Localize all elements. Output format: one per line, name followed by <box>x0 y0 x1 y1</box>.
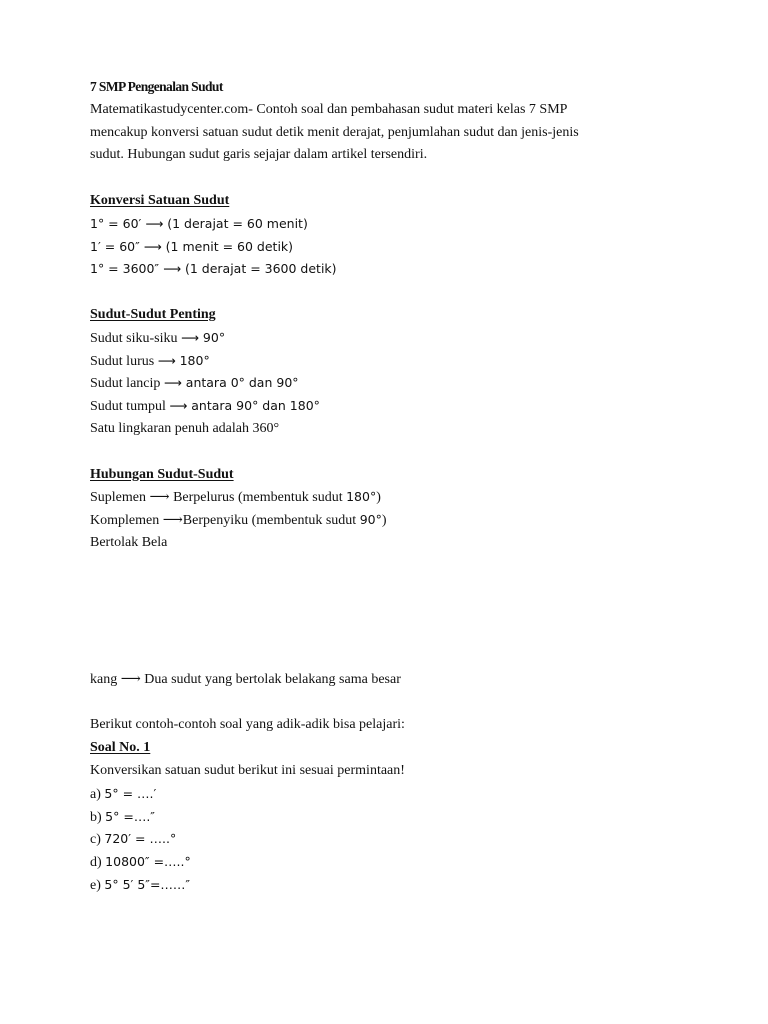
hubungan-text: Komplemen ⟶Berpenyiku (membentuk sudut <box>90 513 360 529</box>
penting-text: Sudut lancip <box>90 376 164 392</box>
document-page <box>90 76 730 897</box>
hubungan-math: 180° <box>346 489 377 505</box>
soal-item-math: 5° 5′ 5″=……″ <box>104 876 191 892</box>
hubungan-math: 90° <box>359 512 382 528</box>
soal-item-e <box>90 874 730 897</box>
penting-line-2 <box>90 350 730 373</box>
penting-text: Sudut tumpul <box>90 399 170 415</box>
intro-line-2: mencakup konversi satuan sudut detik menit derajat, penjumlahan sudut dan jenis-jenis <box>90 124 579 140</box>
soal-item-d <box>90 851 730 874</box>
intro-line-3: sudut. Hubungan sudut garis sejajar dalam artikel tersendiri. <box>90 147 428 163</box>
soal-item-label: c) <box>90 832 105 848</box>
soal-instruction: Konversikan satuan sudut berikut ini sesuai permintaan! <box>90 762 405 778</box>
penting-math: ⟶ 180° <box>157 352 210 368</box>
konversi-line-3: 1° = 3600″ ⟶ (1 derajat = 3600 detik) <box>90 261 337 277</box>
soal-item-math: 720′ = …..° <box>104 831 177 847</box>
soal-item-math: 5° = ….′ <box>104 785 157 801</box>
penting-heading: Sudut-Sudut Penting <box>90 306 216 322</box>
soal-heading: Soal No. 1 <box>90 740 151 756</box>
penting-math: ⟶ antara 90° dan 180° <box>169 398 320 414</box>
soal-item-label: d) <box>90 855 106 871</box>
soal-item-b <box>90 806 730 829</box>
blank-gap <box>90 555 730 669</box>
hubungan-line-2 <box>90 509 730 532</box>
penting-line-4 <box>90 395 730 418</box>
hubungan-heading: Hubungan Sudut-Sudut <box>90 466 234 482</box>
spacer <box>90 441 730 464</box>
spacer <box>90 281 730 304</box>
bertolak-part-1: Bertolak Bela <box>90 534 168 550</box>
berikut-line: Berikut contoh-contoh soal yang adik-adik bisa pelajari: <box>90 717 405 733</box>
soal-item-label: b) <box>90 809 106 825</box>
konversi-line-2: 1′ = 60″ ⟶ (1 menit = 60 detik) <box>90 238 294 254</box>
konversi-heading: Konversi Satuan Sudut <box>90 192 230 208</box>
spacer <box>90 167 730 190</box>
soal-item-label: a) <box>90 786 105 802</box>
penting-text: Sudut siku-siku <box>90 330 182 346</box>
hubungan-end: ) <box>381 513 387 529</box>
soal-item-math: 5° =….″ <box>105 808 155 824</box>
penting-line-1 <box>90 327 730 350</box>
penting-line-5: Satu lingkaran penuh adalah 360° <box>90 420 280 436</box>
penting-math: ⟶ antara 0° dan 90° <box>163 375 299 391</box>
penting-text: Sudut lurus <box>90 353 158 369</box>
soal-item-math: 10800″ =…..° <box>105 854 191 870</box>
document-title: 7 SMP Pengenalan Sudut <box>90 79 223 94</box>
hubungan-text: Suplemen ⟶ Berpelurus (membentuk sudut <box>90 490 347 506</box>
soal-item-label: e) <box>90 877 105 893</box>
hubungan-end: ) <box>376 490 381 506</box>
soal-item-c <box>90 828 730 851</box>
soal-item-a <box>90 783 730 806</box>
spacer <box>90 692 730 715</box>
bertolak-part-2: kang ⟶ Dua sudut yang bertolak belakang sama besar <box>90 671 401 687</box>
penting-line-3 <box>90 372 730 395</box>
hubungan-line-1 <box>90 486 730 509</box>
intro-line-1: Matematikastudycenter.com- Contoh soal dan pembahasan sudut materi kelas 7 SMP <box>90 101 568 117</box>
konversi-line-1: 1° = 60′ ⟶ (1 derajat = 60 menit) <box>90 215 308 231</box>
penting-math: ⟶ 90° <box>181 329 226 345</box>
